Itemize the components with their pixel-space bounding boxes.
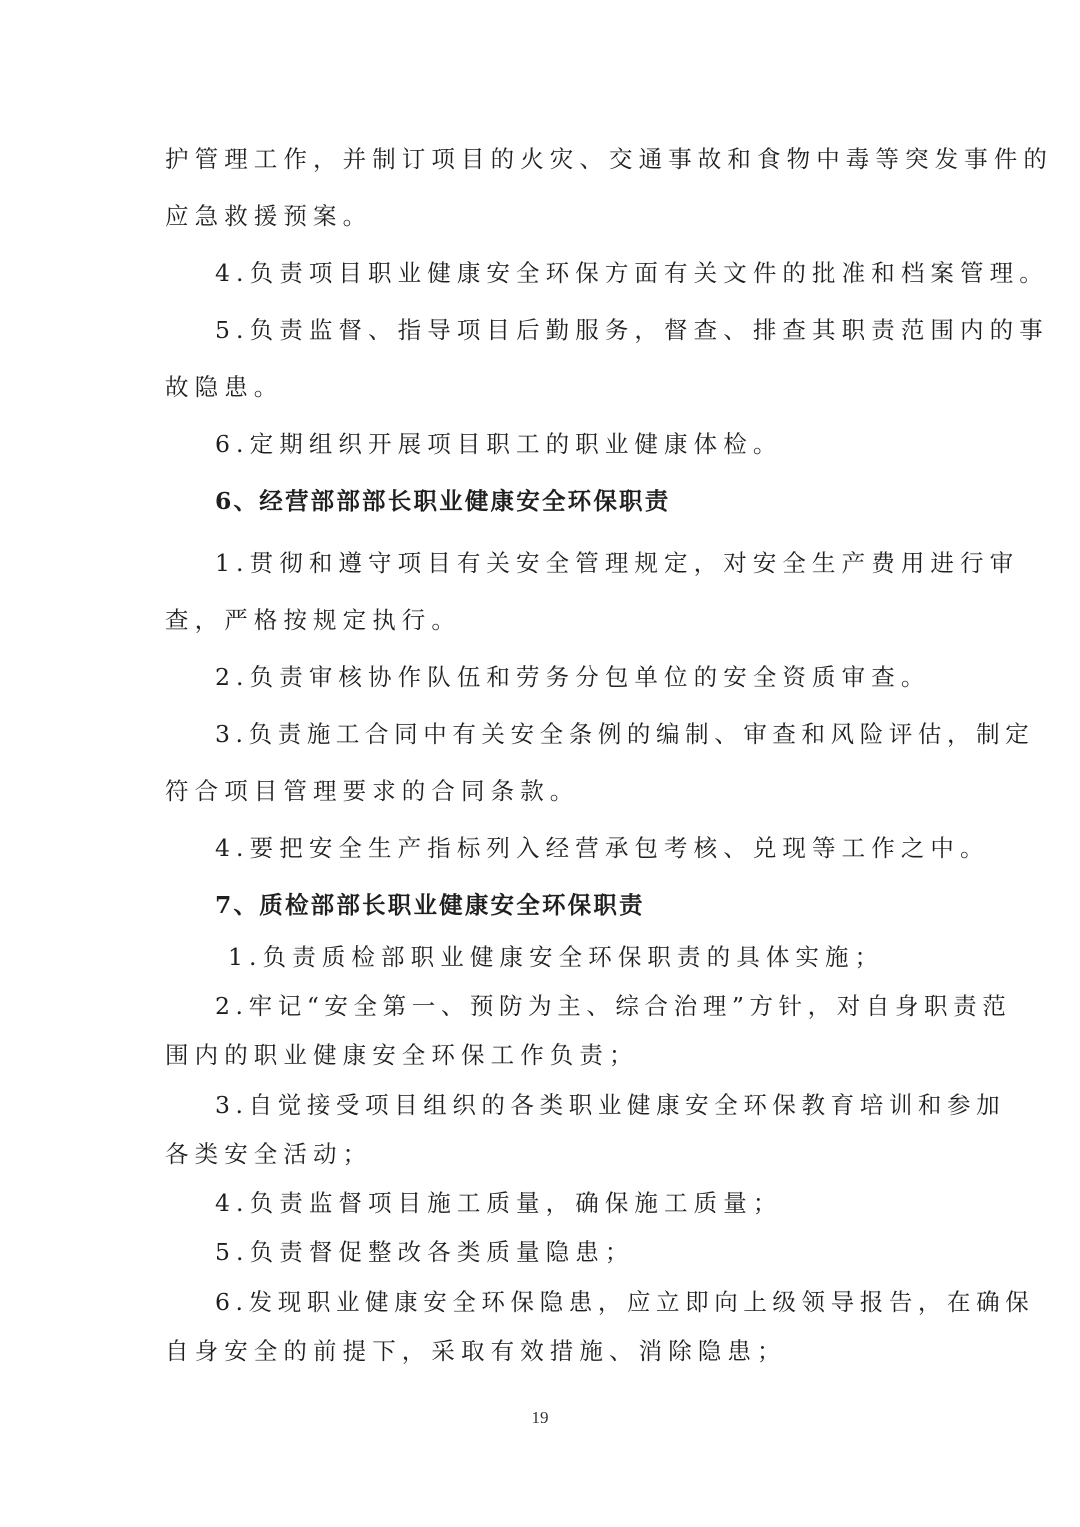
paragraph-line: 各类安全活动； (165, 1140, 373, 1168)
list-item: 4.负责监督项目施工质量，确保施工质量； (215, 1189, 783, 1217)
paragraph-line: 围内的职业健康安全环保工作负责； (165, 1041, 639, 1069)
list-item: 5.负责监督、指导项目后勤服务，督查、排查其职责范围内的事 (215, 316, 1049, 344)
list-item: 6.定期组织开展项目职工的职业健康体检。 (215, 430, 783, 458)
list-item: 3.负责施工合同中有关安全条例的编制、审查和风险评估，制定 (215, 720, 1035, 748)
list-item: 1.贯彻和遵守项目有关安全管理规定，对安全生产费用进行审 (215, 549, 1020, 577)
paragraph-line: 自身安全的前提下，采取有效措施、消除隐患； (165, 1337, 787, 1365)
list-item: 6.发现职业健康安全环保隐患，应立即向上级领导报告，在确保 (215, 1288, 1035, 1316)
list-item: 3.自觉接受项目组织的各类职业健康安全环保教育培训和参加 (215, 1091, 1006, 1119)
list-item: 2.负责审核协作队伍和劳务分包单位的安全资质审查。 (215, 663, 931, 691)
section-heading: 7、质检部部长职业健康安全环保职责 (215, 891, 645, 919)
page-number: 19 (531, 1408, 549, 1427)
paragraph-line: 护管理工作，并制订项目的火灾、交通事故和食物中毒等突发事件的 (165, 145, 1053, 173)
list-item: 2.牢记“安全第一、预防为主、综合治理”方针，对自身职责范 (215, 992, 1012, 1020)
paragraph-line: 符合项目管理要求的合同条款。 (165, 777, 580, 805)
list-item: 4.要把安全生产指标列入经营承包考核、兑现等工作之中。 (215, 834, 990, 862)
paragraph-line: 查，严格按规定执行。 (165, 606, 461, 634)
list-item: 1.负责质检部职业健康安全环保职责的具体实施； (228, 943, 885, 971)
paragraph-line: 故隐患。 (165, 373, 284, 401)
section-heading: 6、经营部部部长职业健康安全环保职责 (215, 487, 671, 515)
paragraph-line: 应急救援预案。 (165, 202, 373, 230)
list-item: 4.负责项目职业健康安全环保方面有关文件的批准和档案管理。 (215, 259, 1049, 287)
list-item: 5.负责督促整改各类质量隐患； (215, 1238, 635, 1266)
